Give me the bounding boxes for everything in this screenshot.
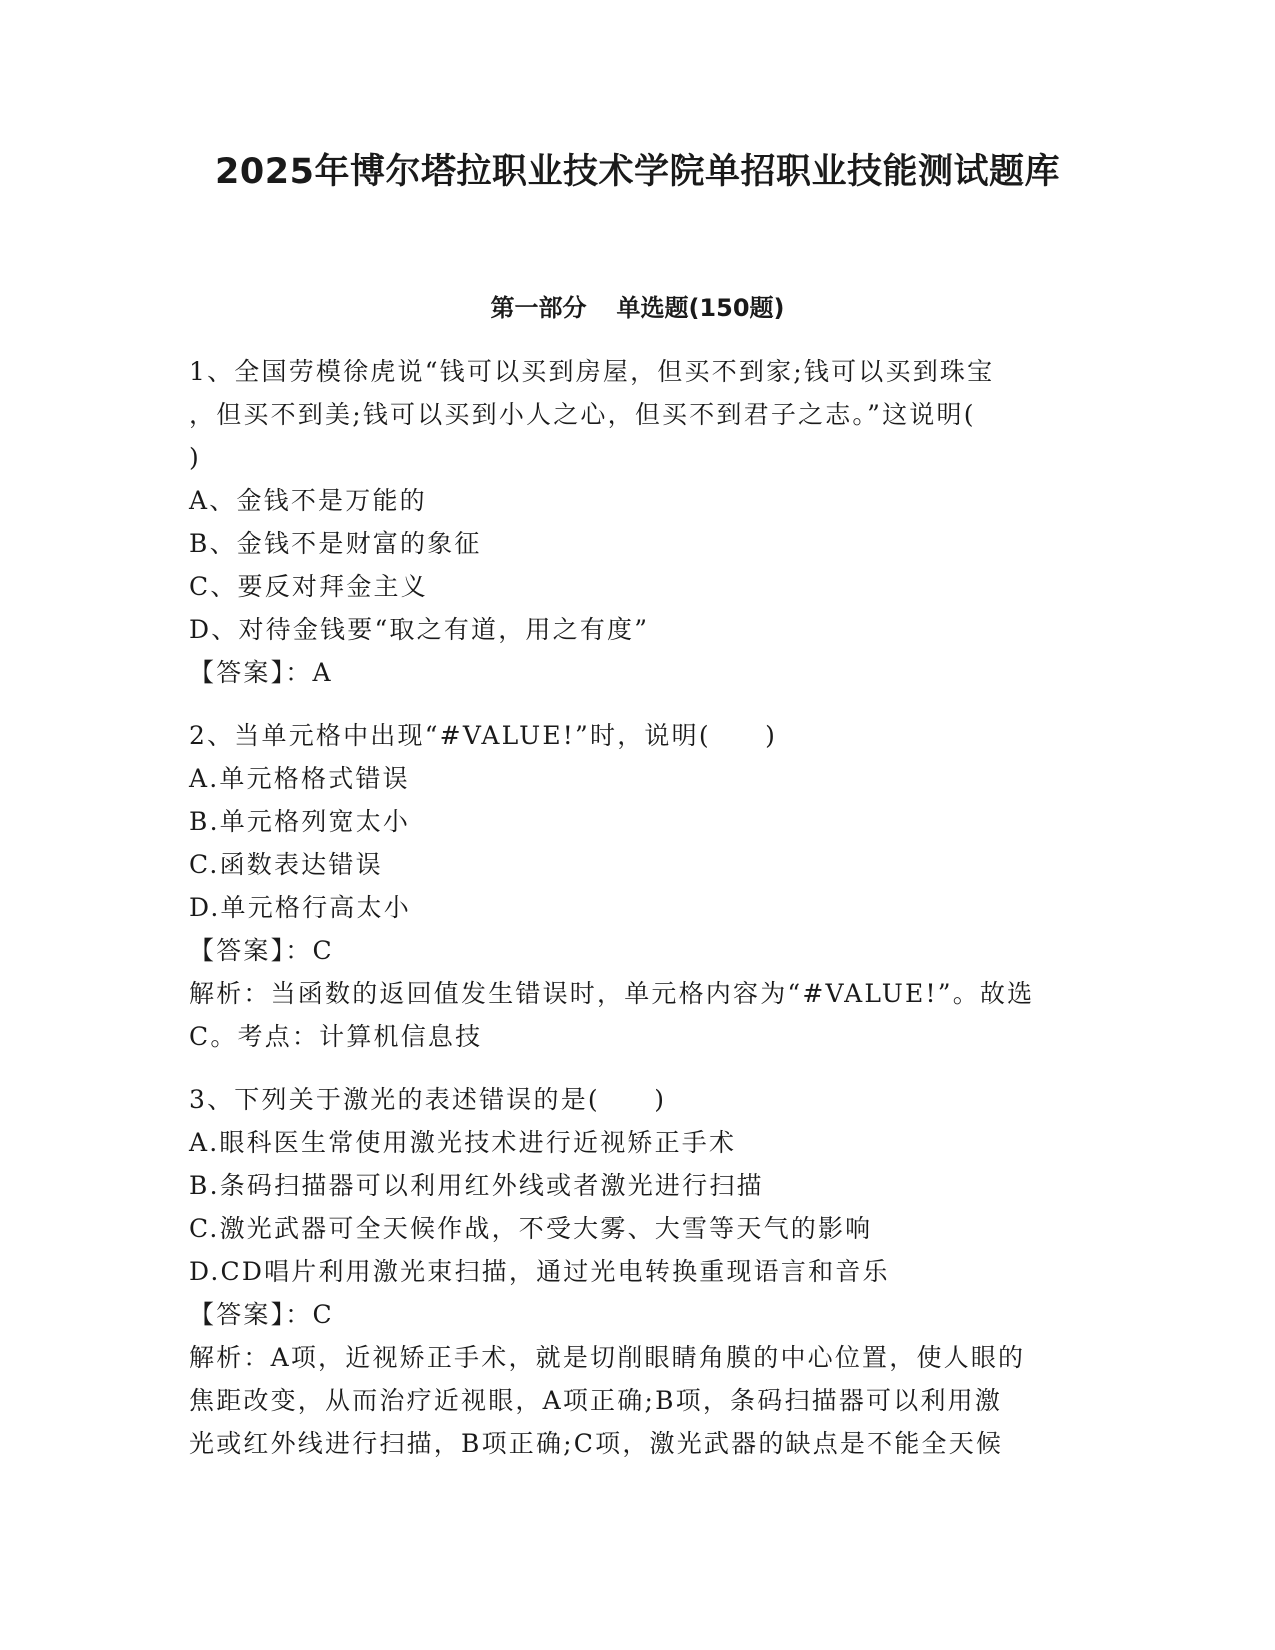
option-a: A.单元格格式错误 [189, 764, 410, 793]
analysis-line: 焦距改变，从而治疗近视眼，A项正确;B项，条码扫描器可以利用激 [189, 1386, 1003, 1415]
question-stem-line: ) [189, 443, 201, 472]
option-a: A、金钱不是万能的 [189, 486, 427, 515]
answer-line: 【答案】：C [189, 1300, 334, 1329]
question-stem-line: 2、当单元格中出现“#VALUE!”时，说明( ) [189, 721, 778, 750]
document-title: 2025年博尔塔拉职业技术学院单招职业技能测试题库 [215, 152, 1060, 192]
option-c: C.激光武器可全天候作战，不受大雾、大雪等天气的影响 [189, 1214, 873, 1243]
analysis-line: 光或红外线进行扫描，B项正确;C项，激光武器的缺点是不能全天候 [189, 1429, 1004, 1458]
section-subtitle: 单选题(150题) [616, 294, 785, 322]
section-heading [0, 290, 1275, 326]
option-c: C.函数表达错误 [189, 850, 383, 879]
option-d: D、对待金钱要“取之有道，用之有度” [189, 615, 650, 644]
question-stem-line: ，但买不到美;钱可以买到小人之心，但买不到君子之志。”这说明( [189, 400, 976, 429]
question-item [189, 714, 1089, 1058]
option-b: B、金钱不是财富的象征 [189, 529, 482, 558]
option-c: C、要反对拜金主义 [189, 572, 428, 601]
analysis-line: 解析：当函数的返回值发生错误时，单元格内容为“#VALUE!”。故选 [189, 979, 1035, 1008]
question-stem-line: 1、全国劳模徐虎说“钱可以买到房屋，但买不到家;钱可以买到珠宝 [189, 357, 995, 386]
answer-line: 【答案】：C [189, 936, 334, 965]
section-label: 第一部分 [490, 294, 587, 322]
question-stem-line: 3、下列关于激光的表述错误的是( ) [189, 1085, 667, 1114]
question-item [189, 350, 1089, 694]
option-d: D.单元格行高太小 [189, 893, 411, 922]
analysis-line: 解析：A项，近视矫正手术，就是切削眼睛角膜的中心位置，使人眼的 [189, 1343, 1026, 1372]
question-item [189, 1078, 1089, 1465]
option-d: D.CD唱片利用激光束扫描，通过光电转换重现语言和音乐 [189, 1257, 890, 1286]
question-list [189, 350, 1089, 1485]
option-b: B.单元格列宽太小 [189, 807, 411, 836]
analysis-line: C。考点：计算机信息技 [189, 1022, 483, 1051]
option-b: B.条码扫描器可以利用红外线或者激光进行扫描 [189, 1171, 764, 1200]
answer-line: 【答案】：A [189, 658, 333, 687]
option-a: A.眼科医生常使用激光技术进行近视矫正手术 [189, 1128, 737, 1157]
